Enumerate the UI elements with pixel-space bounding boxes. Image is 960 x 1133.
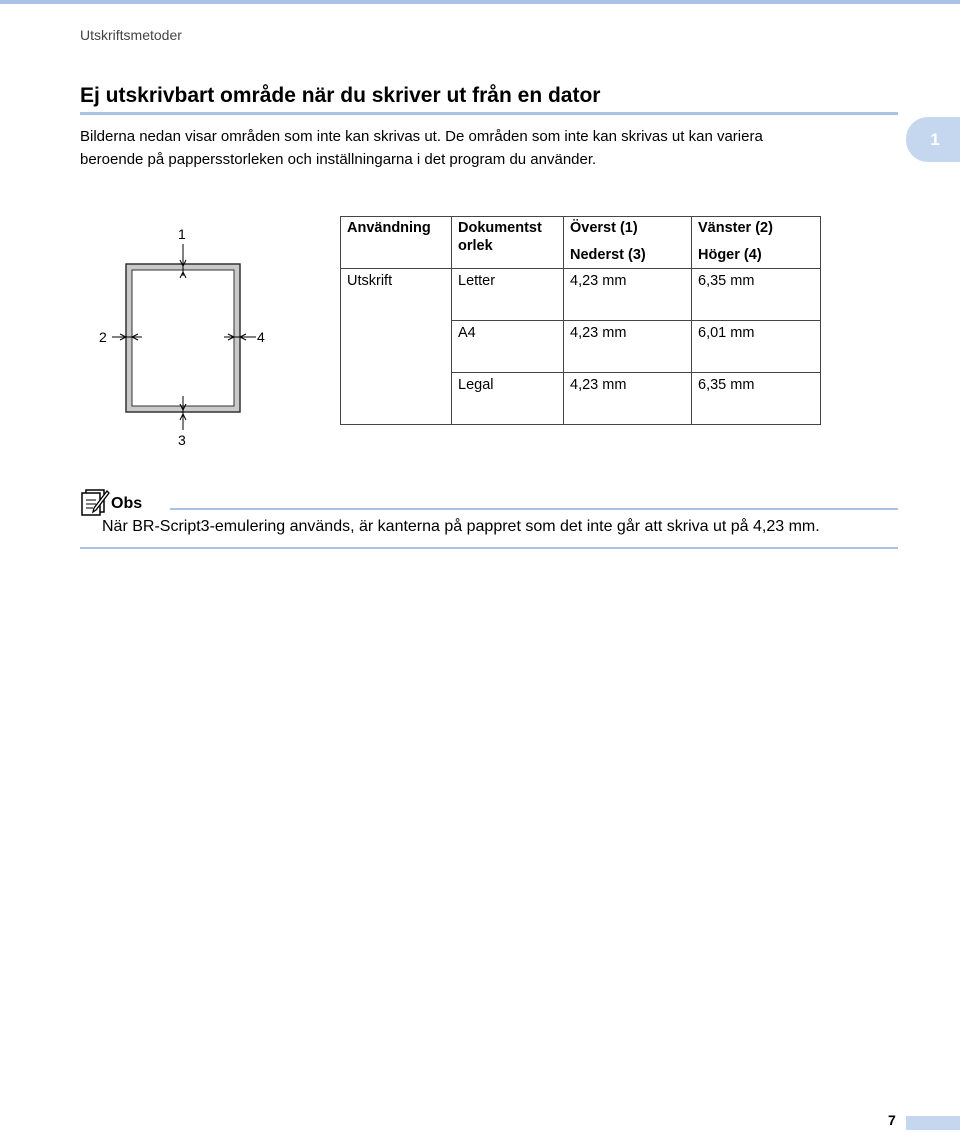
- usage-cell-empty: [341, 373, 452, 425]
- note-rule-top: [170, 508, 898, 510]
- intro-line-2: beroende på pappersstorleken och inställningarna i det program du använder.: [80, 151, 597, 168]
- top-bottom-cell: 4,23 mm: [564, 269, 692, 321]
- intro-line-1: Bilderna nedan visar områden som inte kan skrivas ut. De områden som inte kan skrivas ut kan variera: [80, 128, 763, 145]
- diagram-label-bottom: 3: [178, 432, 186, 448]
- page-tab: [906, 1116, 960, 1130]
- table-row: [341, 373, 821, 425]
- left-right-cell: 6,35 mm: [692, 373, 821, 425]
- header-left-right: [692, 217, 821, 269]
- size-cell: Letter: [452, 269, 564, 321]
- header-top: Överst (1): [570, 220, 638, 236]
- header-top-bottom: [564, 217, 692, 269]
- note-rule-bottom: [80, 547, 898, 549]
- usage-cell-empty: [341, 321, 452, 373]
- unprintable-area-table: [340, 216, 821, 425]
- diagram-label-right: 4: [257, 329, 265, 345]
- top-rule: [0, 0, 960, 4]
- size-cell: A4: [452, 321, 564, 373]
- header-document-size-2: orlek: [458, 238, 493, 254]
- header-document-size: [452, 217, 564, 269]
- title-rule: [80, 112, 898, 115]
- table-row: [341, 269, 821, 321]
- note-label: Obs: [111, 495, 143, 512]
- top-bottom-cell: 4,23 mm: [564, 373, 692, 425]
- left-right-cell: 6,35 mm: [692, 269, 821, 321]
- header-left: Vänster (2): [698, 220, 773, 236]
- table-row: [341, 321, 821, 373]
- note-pencil-icon: [80, 488, 110, 516]
- intro-paragraph: [80, 125, 880, 171]
- chapter-tab: 1: [906, 117, 960, 162]
- table-header-row: [341, 217, 821, 269]
- page-number: 7: [888, 1112, 896, 1128]
- header-right: Höger (4): [698, 247, 762, 263]
- left-right-cell: 6,01 mm: [692, 321, 821, 373]
- running-header: Utskriftsmetoder: [80, 27, 182, 43]
- diagram-label-left: 2: [99, 329, 107, 345]
- printable-area: [132, 270, 234, 406]
- header-bottom: Nederst (3): [570, 247, 646, 263]
- printable-area-diagram: [90, 220, 280, 455]
- top-bottom-cell: 4,23 mm: [564, 321, 692, 373]
- section-title: Ej utskrivbart område när du skriver ut från en dator: [80, 84, 601, 107]
- size-cell: Legal: [452, 373, 564, 425]
- note-text: När BR-Script3-emulering används, är kanterna på pappret som det inte går att skriva ut på 4,23 mm.: [102, 518, 820, 535]
- usage-cell: Utskrift: [341, 269, 452, 321]
- diagram-label-top: 1: [178, 226, 186, 242]
- header-document-size-1: Dokumentst: [458, 220, 542, 236]
- header-usage: Användning: [341, 217, 452, 269]
